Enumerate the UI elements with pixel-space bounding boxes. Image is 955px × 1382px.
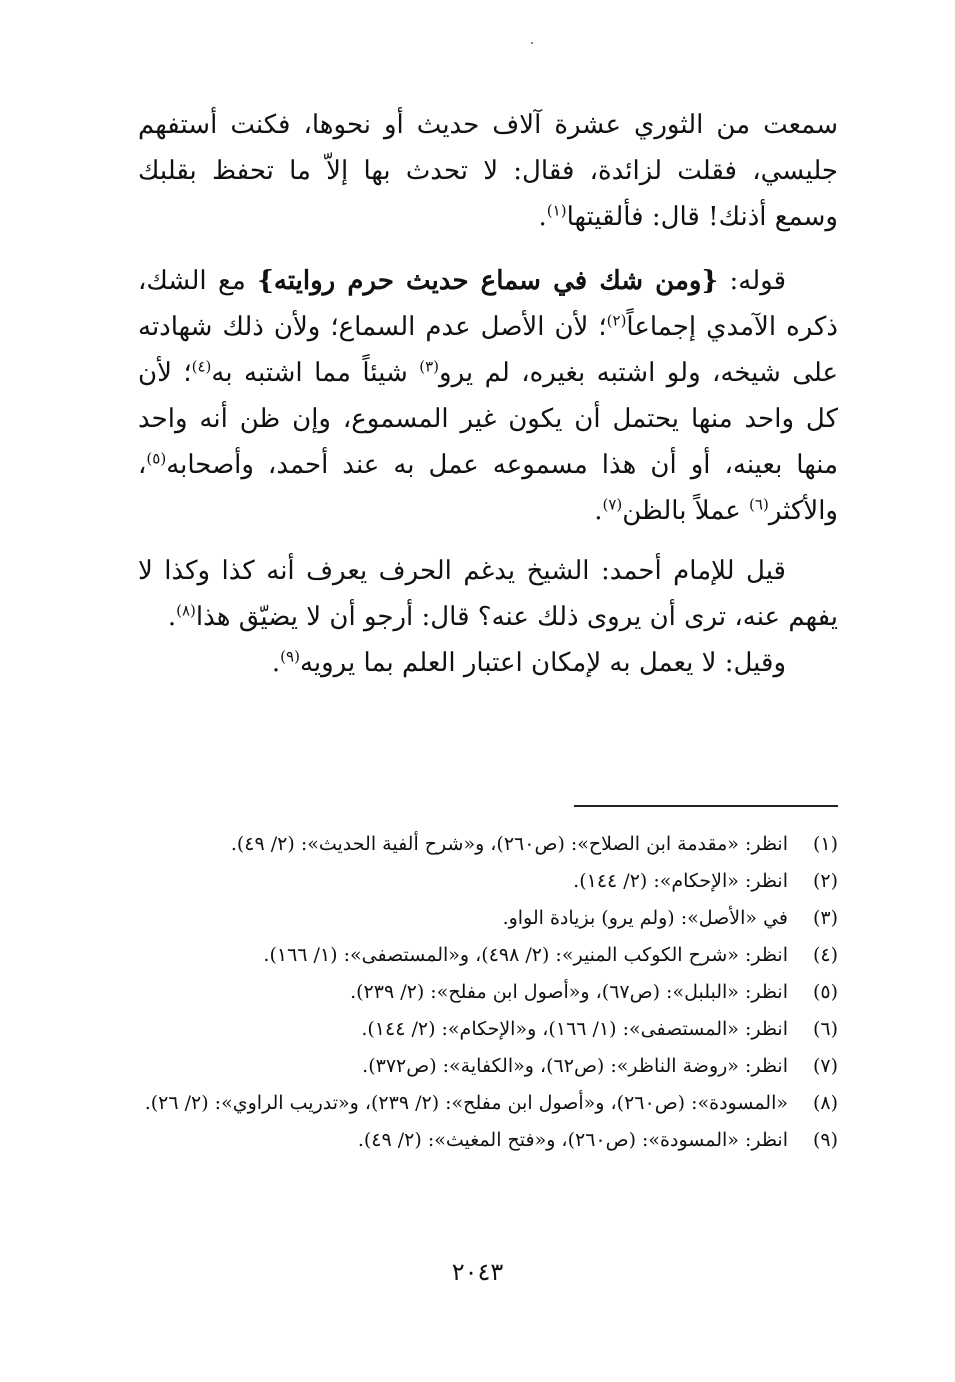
- paragraph-2-lead: قوله:: [729, 266, 787, 296]
- footnote-number: (٦): [812, 1018, 838, 1040]
- footnote-text: في «الأصل»: (ولم يرو) بزيادة الواو.: [502, 907, 788, 929]
- footnote-text: انظر: «المستصفى»: (١/ ١٦٦)، و«الإحكام»: (٢/ ١٤٤).: [361, 1018, 788, 1040]
- scan-dot: [531, 42, 533, 44]
- paragraph-4-end: .: [271, 648, 281, 678]
- paragraph-1-text: سمعت من الثوري عشرة آلاف حديث أو نحوها، فكنت أستفهم جليسي، فقلت لزائدة، فقال: لا تحدث بها إلاّ ما تحفظ بقلبك وسمع أذنك! قال: فألقيتها: [138, 110, 838, 232]
- paragraph-2-part-a: مع الشك، ذكره الآمدي إجماعاً: [138, 266, 838, 342]
- paragraph-2-end: .: [594, 496, 603, 526]
- footnote-number: (٧): [812, 1055, 838, 1077]
- footnote-text: انظر: «المسودة»: (ص٢٦٠)، و«فتح المغيث»: (٢/ ٤٩).: [357, 1129, 788, 1151]
- footnote-text: انظر: «مقدمة ابن الصلاح»: (ص٢٦٠)، و«شرح ألفية الحديث»: (٢/ ٤٩).: [230, 833, 788, 855]
- footnote-number: (١): [812, 833, 838, 855]
- footnote-text: انظر: «البلبل»: (ص٦٧)، و«أصول ابن مفلح»: (٢/ ٢٣٩).: [350, 981, 788, 1003]
- footnote-number: (٢): [812, 870, 838, 892]
- paragraph-2: [138, 258, 838, 534]
- paragraph-4: [138, 640, 838, 686]
- footnote-3: [138, 900, 838, 937]
- footnote-ref-2[interactable]: (٢): [606, 311, 627, 330]
- footnote-4: [138, 937, 838, 974]
- paragraph-2-part-e: ، والأكثر: [138, 450, 838, 526]
- footnote-ref-9[interactable]: (٩): [280, 647, 300, 666]
- footnote-ref-5[interactable]: (٥): [146, 449, 167, 468]
- footnote-number: (٤): [812, 944, 838, 966]
- quoted-matn: {ومن شك في سماع حديث حرم روايته}: [257, 266, 719, 296]
- footnote-8: [138, 1085, 838, 1122]
- paragraph-4-text: وقيل: لا يعمل به لإمكان اعتبار العلم بما يرويه: [299, 648, 786, 678]
- footnote-7: [138, 1048, 838, 1085]
- footnote-ref-1[interactable]: (١): [546, 201, 567, 220]
- footnote-5: [138, 974, 838, 1011]
- footnote-number: (٥): [812, 981, 838, 1003]
- page-number: ٢٠٤٣: [451, 1258, 504, 1286]
- footnote-number: (٩): [812, 1129, 838, 1151]
- paragraph-3: [138, 548, 838, 640]
- footnotes-section: [138, 826, 838, 1159]
- footnote-text: انظر: «الإحكام»: (٢/ ١٤٤).: [573, 870, 788, 892]
- footnote-text: انظر: «شرح الكوكب المنير»: (٢/ ٤٩٨)، و«المستصفى»: (١/ ١٦٦).: [263, 944, 788, 966]
- paragraph-2-part-b: ؛ لأن الأصل عدم السماع؛ ولأن ذلك شهادته على شيخه، ولو اشتبه بغيره، لم يرو: [138, 312, 839, 388]
- footnote-ref-8[interactable]: (٨): [176, 601, 196, 620]
- footnote-ref-4[interactable]: (٤): [191, 357, 212, 376]
- footnote-number: (٣): [812, 907, 838, 929]
- footnote-9: [138, 1122, 838, 1159]
- paragraph-3-text: قيل للإمام أحمد: الشيخ يدغم الحرف يعرف أنه كذا وكذا لا يفهم عنه، ترى أن يروى ذلك عنه؟ قال: أرجو أن لا يضيّق هذا: [138, 556, 838, 632]
- footnote-text: انظر: «روضة الناظر»: (ص٦٢)، و«الكفاية»: (ص٣٧٢).: [362, 1055, 788, 1077]
- footnote-ref-3[interactable]: (٣): [419, 357, 440, 376]
- footnote-1: [138, 826, 838, 863]
- paragraph-2-part-f: عملاً بالظن: [622, 496, 741, 526]
- footnote-text: «المسودة»: (ص٢٦٠)، و«أصول ابن مفلح»: (٢/ ٢٣٩)، و«تدريب الراوي»: (٢/ ٢٦).: [144, 1092, 788, 1114]
- footnote-6: [138, 1011, 838, 1048]
- paragraph-1: [138, 102, 838, 240]
- footnote-ref-6[interactable]: (٦): [749, 495, 769, 514]
- paragraph-2-part-d: ؛ لأن كل واحد منها يحتمل أن يكون غير المسموع، وإن ظن أنه واحد منها بعينه، أو أن هذا مسموعه عمل به عند أحمد، وأصحابه: [138, 358, 838, 480]
- footnote-2: [138, 863, 838, 900]
- paragraph-3-end: .: [167, 602, 177, 632]
- footnote-number: (٨): [812, 1092, 838, 1114]
- paragraph-1-end: .: [538, 202, 547, 232]
- footnote-ref-7[interactable]: (٧): [602, 495, 623, 514]
- main-text: [138, 102, 838, 686]
- paragraph-2-part-c: شيئاً مما اشتبه به: [211, 358, 408, 388]
- footnote-divider: [574, 805, 838, 807]
